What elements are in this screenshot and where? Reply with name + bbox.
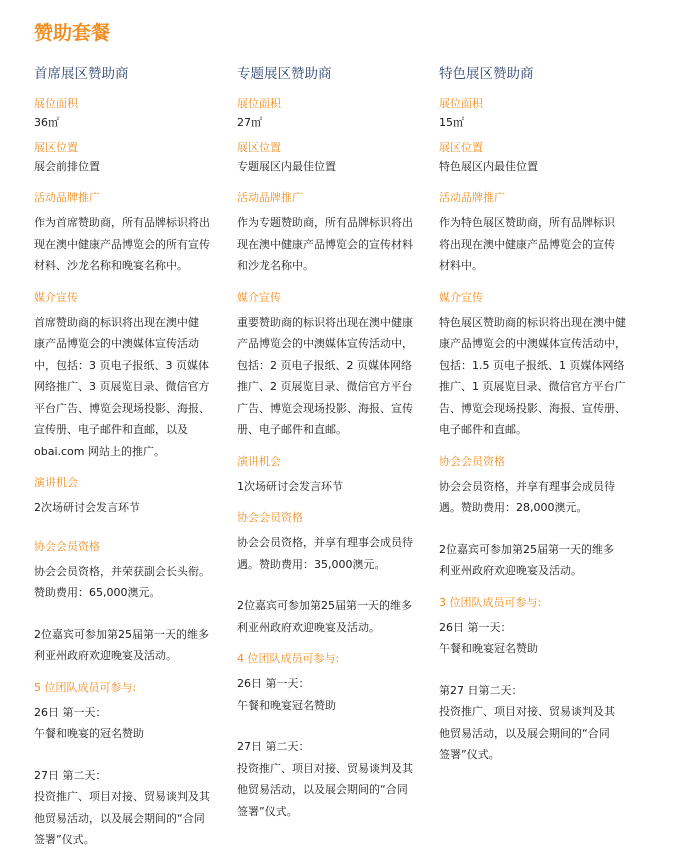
brand-text: 作为专题赞助商，所有品牌标识将出 现在澳中健康产品博览会的宣传材料 和沙龙名称中。 [237, 216, 413, 272]
speech-text: 1次场研讨会发言环节 [237, 479, 343, 493]
area-value: 27㎡ [237, 116, 262, 129]
speech-label: 演讲机会 [34, 476, 78, 489]
member-label: 协会会员资格 [439, 454, 505, 468]
location-value: 展会前排位置 [34, 159, 100, 173]
day2-text: 27日 第二天： 投资推广、项目对接、贸易谈判及其 他贸易活动，以及展会期间的“合同 签署”仪式。 [34, 768, 210, 846]
member-text: 协会会员资格，并享有理事会成员待 遇。赞助费用：28,000澳元。 [439, 479, 615, 514]
day2-text: 第27 日第二天： 投资推广、项目对接、贸易谈判及其 他贸易活动，以及展会期间的“合同 签署”仪式。 [439, 683, 615, 761]
brand-label: 活动品牌推广 [237, 191, 303, 204]
location-label: 展区位置 [237, 140, 281, 154]
member-label: 协会会员资格 [237, 511, 303, 524]
team-label: 4 位团队成员可参与: [237, 652, 340, 665]
area-label: 展位面积 [237, 97, 281, 110]
member-text: 协会会员资格，并享有理事会成员待 遇。赞助费用：35,000澳元。 [237, 536, 413, 571]
brand-text: 作为首席赞助商，所有品牌标识将出 现在澳中健康产品博览会的所有宣传 材料、沙龙名称和晚宴名称中。 [34, 216, 210, 272]
day2-text: 27日 第二天： 投资推广、项目对接、贸易谈判及其 他贸易活动，以及展会期间的“合同 签署”仪式。 [237, 740, 413, 818]
column-title: 专题展区赞助商 [237, 66, 332, 82]
column-feature-sponsor [439, 64, 644, 766]
member-label: 协会会员资格 [34, 539, 100, 553]
guests-text: 2位嘉宾可参加第25届第一天的维多 利亚州政府欢迎晚宴及活动。 [439, 542, 614, 577]
page-title: 赞助套餐 [34, 22, 111, 44]
column-topic-sponsor [237, 64, 429, 822]
media-text: 重要赞助商的标识将出现在澳中健康 产品博览会的中澳媒体宣传活动中， 包括：2 页电子报纸、2 页媒体网络 推广、2 页展览目录、微信官方平台 广告、博览会现场投影、海报、宣传 册、电子邮件和直邮。 [237, 315, 413, 436]
location-label: 展区位置 [34, 140, 78, 154]
area-value: 15㎡ [439, 116, 464, 129]
area-label: 展位面积 [34, 97, 78, 110]
brand-text: 作为特色展区赞助商，所有品牌标识 将出现在澳中健康产品博览会的宣传 材料中。 [439, 216, 615, 272]
guests-text: 2位嘉宾可参加第25届第一天的维多 利亚州政府欢迎晚宴及活动。 [237, 599, 412, 634]
location-value: 特色展区内最佳位置 [439, 159, 538, 173]
brand-label: 活动品牌推广 [439, 191, 505, 204]
speech-label: 演讲机会 [237, 454, 281, 468]
column-chief-sponsor [34, 64, 224, 851]
day1-text: 26日 第一天： 午餐和晚宴的冠名赞助 [34, 705, 144, 740]
location-value: 专题展区内最佳位置 [237, 159, 336, 173]
day1-text: 26日 第一天： 午餐和晚宴冠名赞助 [439, 620, 538, 655]
column-title: 特色展区赞助商 [439, 66, 534, 82]
day1-text: 26日 第一天： 午餐和晚宴冠名赞助 [237, 677, 336, 712]
member-text: 协会会员资格，并荣获副会长头衔。 赞助费用：65,000澳元。 [34, 564, 210, 599]
guests-text: 2位嘉宾可参加第25届第一天的维多 利亚州政府欢迎晚宴及活动。 [34, 627, 209, 662]
team-label: 5 位团队成员可参与: [34, 680, 137, 694]
location-label: 展区位置 [439, 140, 483, 154]
media-label: 媒介宣传 [237, 290, 281, 304]
area-value: 36㎡ [34, 116, 59, 129]
area-label: 展位面积 [439, 97, 483, 110]
media-text: 特色展区赞助商的标识将出现在澳中健 康产品博览会的中澳媒体宣传活动中， 包括：1.5 页电子报纸、1 页媒体网络 推广、1 页展览目录、微信官方平台广 告、博览会现场投影、海报、宣传册、 电子邮件和直邮。 [439, 315, 626, 436]
team-label: 3 位团队成员可参与: [439, 595, 542, 609]
media-label: 媒介宣传 [439, 290, 483, 304]
column-title: 首席展区赞助商 [34, 66, 129, 82]
brand-label: 活动品牌推广 [34, 191, 100, 204]
media-label: 媒介宣传 [34, 290, 78, 304]
speech-text: 2次场研讨会发言环节 [34, 501, 140, 514]
media-text: 首席赞助商的标识将出现在澳中健 康产品博览会的中澳媒体宣传活动 中，包括：3 页电子报纸、3 页媒体 网络推广、3 页展览目录、微信官方 平台广告、博览会现场投影、海报、 宣传册、电子邮件和直邮，以及 obai.com 网站上的推广。 [34, 315, 210, 458]
